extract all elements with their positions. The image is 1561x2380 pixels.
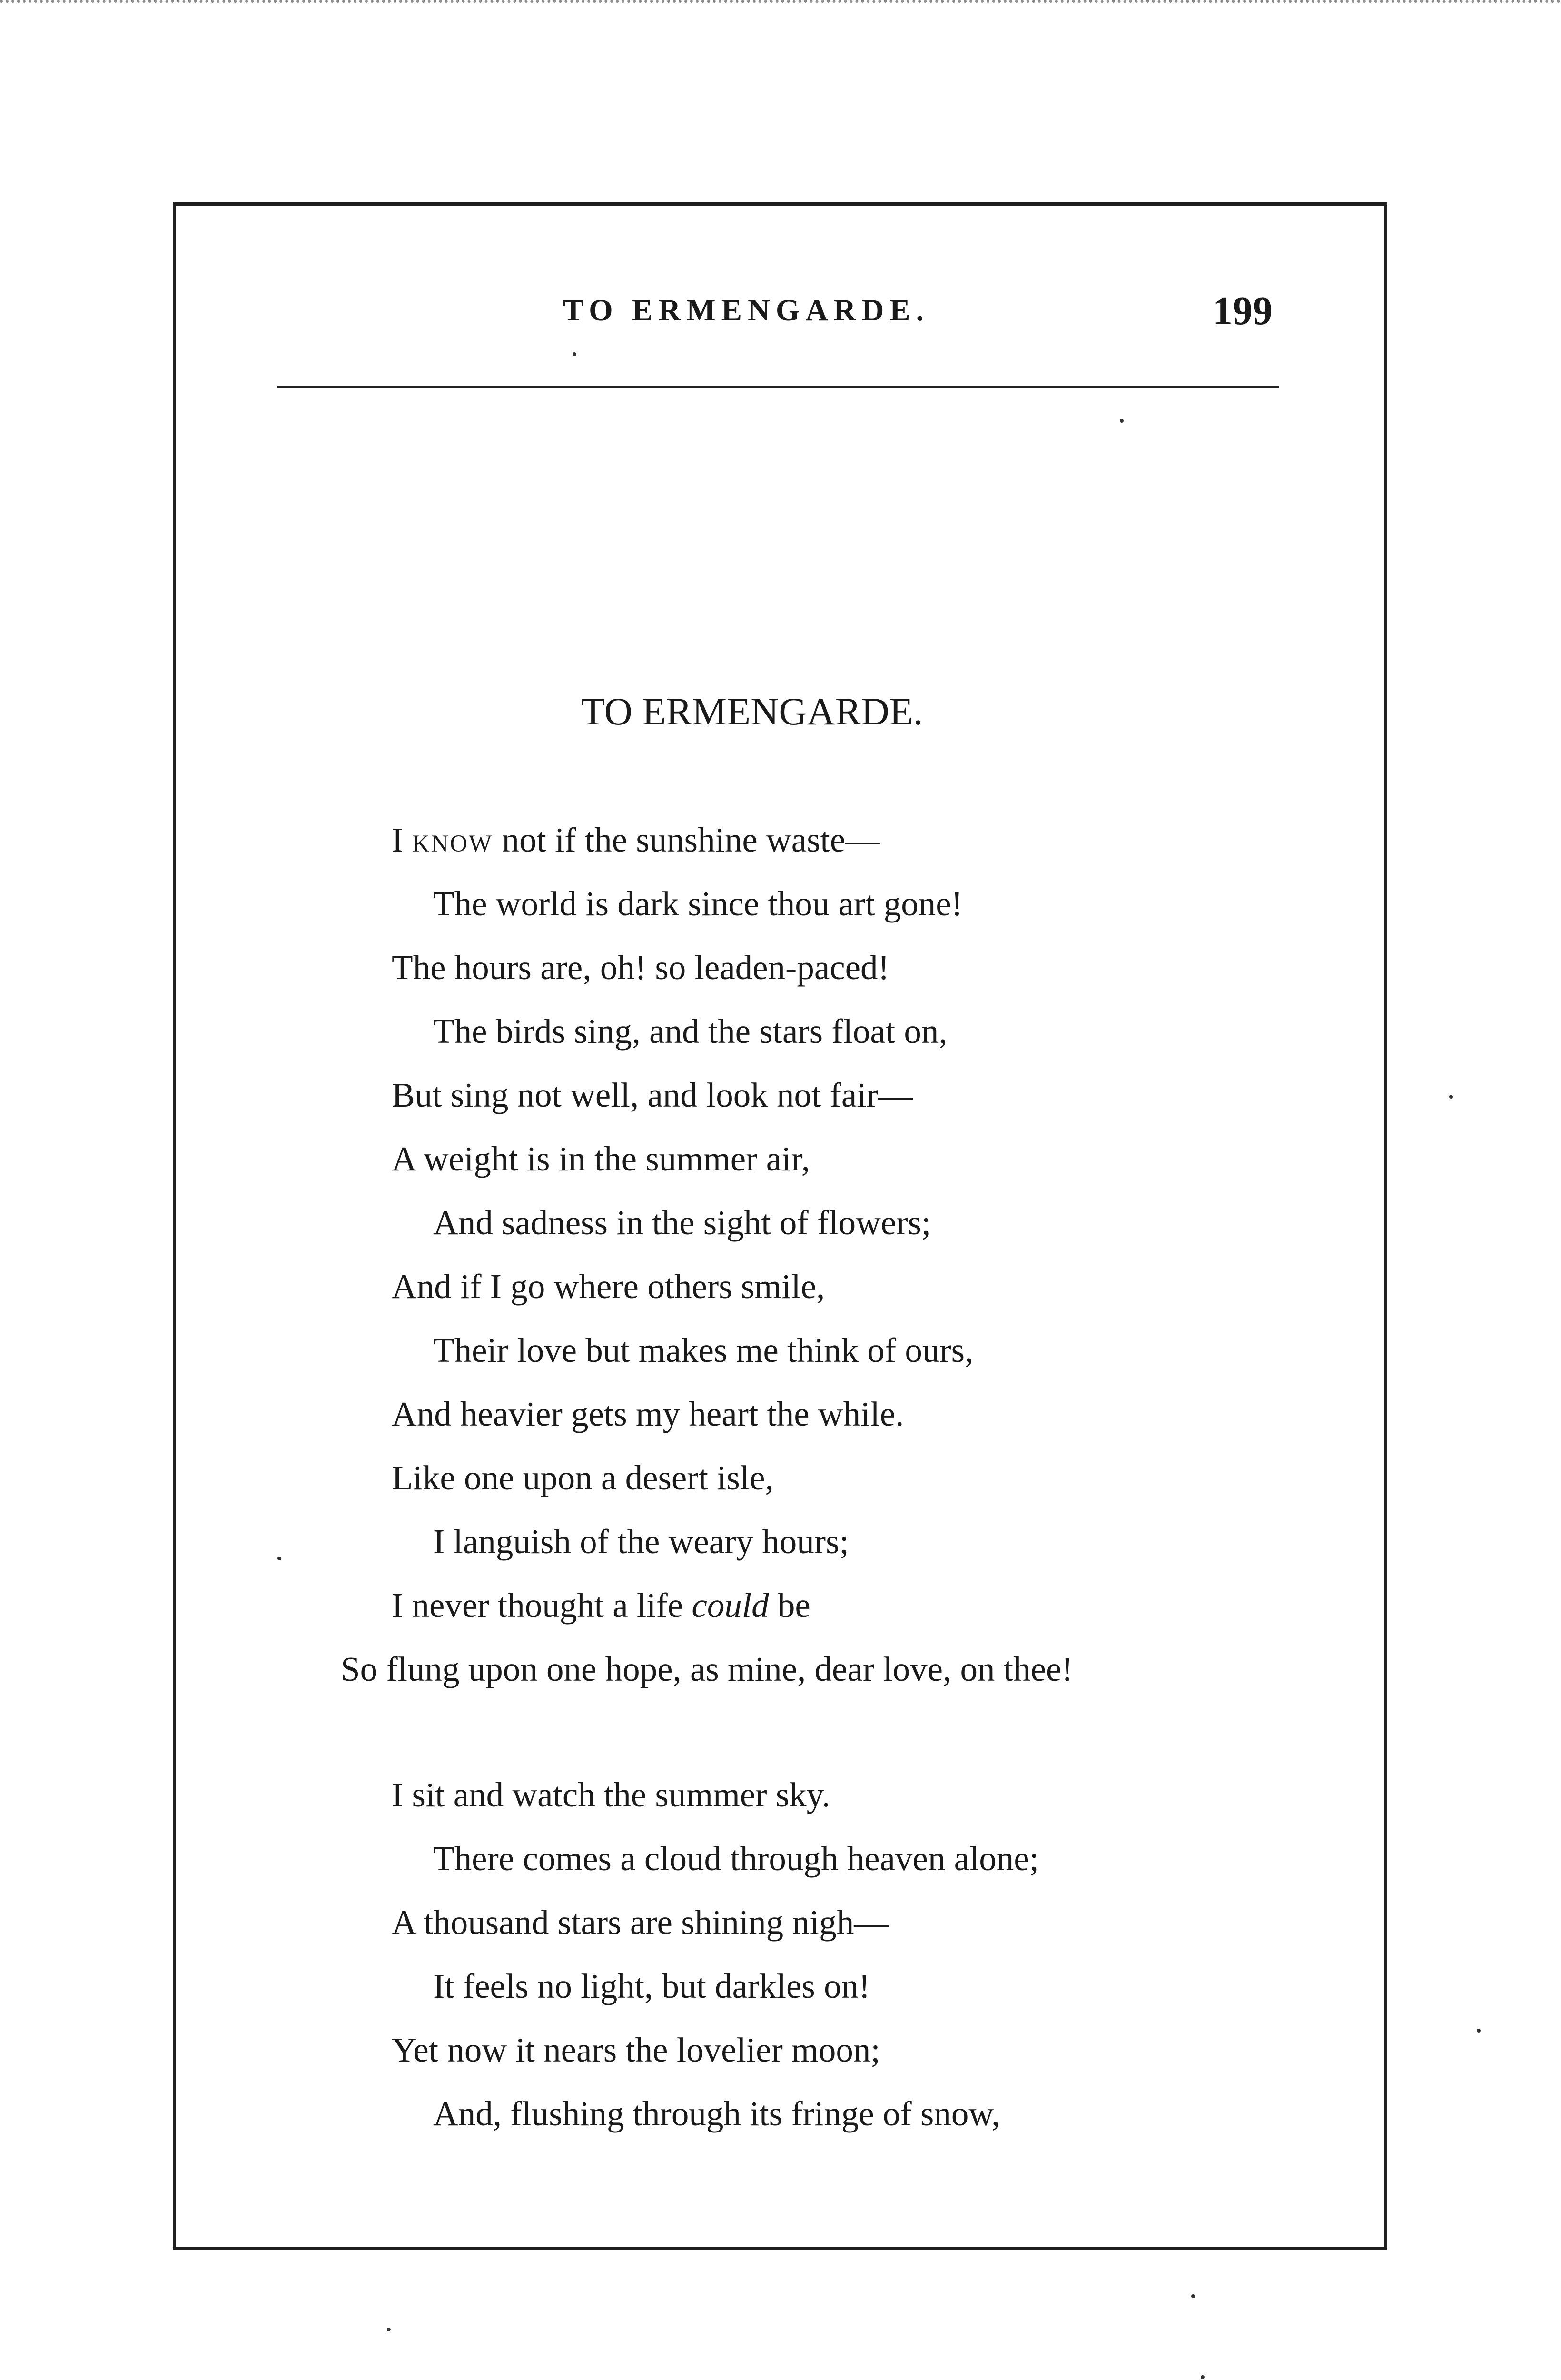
poem-line: And, flushing through its fringe of snow, [433,2094,1000,2133]
poem-line: A thousand stars are shining nigh— [392,1903,889,1942]
poem-line [392,823,880,857]
ink-speck [1477,2029,1481,2033]
header-rule [277,386,1279,388]
poem-line: A weight is in the summer air, [392,1140,810,1178]
poem-line: The birds sing, and the stars float on, [433,1012,948,1051]
ink-speck [1201,2375,1205,2379]
ink-speck [387,2328,391,2331]
poem-line: The world is dark since thou art gone! [433,884,963,923]
ink-speck [1120,419,1124,423]
poem-line: The hours are, oh! so leaden-paced! [392,948,889,987]
running-head-title: TO ERMENGARDE. [563,293,929,327]
poem-line: So flung upon one hope, as mine, dear love, on thee! [341,1650,1073,1688]
poem-line: It feels no light, but darkles on! [433,1967,870,2005]
poem-line: But sing not well, and look not fair— [392,1076,913,1114]
page-number: 199 [1213,289,1273,333]
line-text: be [769,1586,810,1625]
poem-line: I languish of the weary hours; [433,1522,849,1561]
poem-line: There comes a cloud through heaven alone; [433,1839,1039,1878]
poem-line: Their love but makes me think of ours, [433,1331,974,1369]
emphasis-word: could [692,1586,769,1625]
poem-line: And if I go where others smile, [392,1267,825,1306]
ink-speck [277,1557,281,1560]
poem-line: Yet now it nears the lovelier moon; [392,2031,880,2069]
top-edge-marks [0,0,1561,17]
ink-speck [1449,1095,1453,1099]
poem-line: And heavier gets my heart the while. [392,1395,904,1433]
poem-line: And sadness in the sight of flowers; [433,1203,931,1242]
smallcaps-word: know [412,821,494,859]
poem-line: Like one upon a desert isle, [392,1458,774,1497]
ink-speck [573,352,576,356]
ink-speck [1191,2294,1195,2298]
poem-title: TO ERMENGARDE. [581,690,923,733]
poem-line [392,1588,810,1623]
drop-word: I [392,821,412,859]
line-rest: not if the sunshine waste— [493,821,880,859]
line-text: I never thought a life [392,1586,692,1625]
poem-line: I sit and watch the summer sky. [392,1775,830,1814]
